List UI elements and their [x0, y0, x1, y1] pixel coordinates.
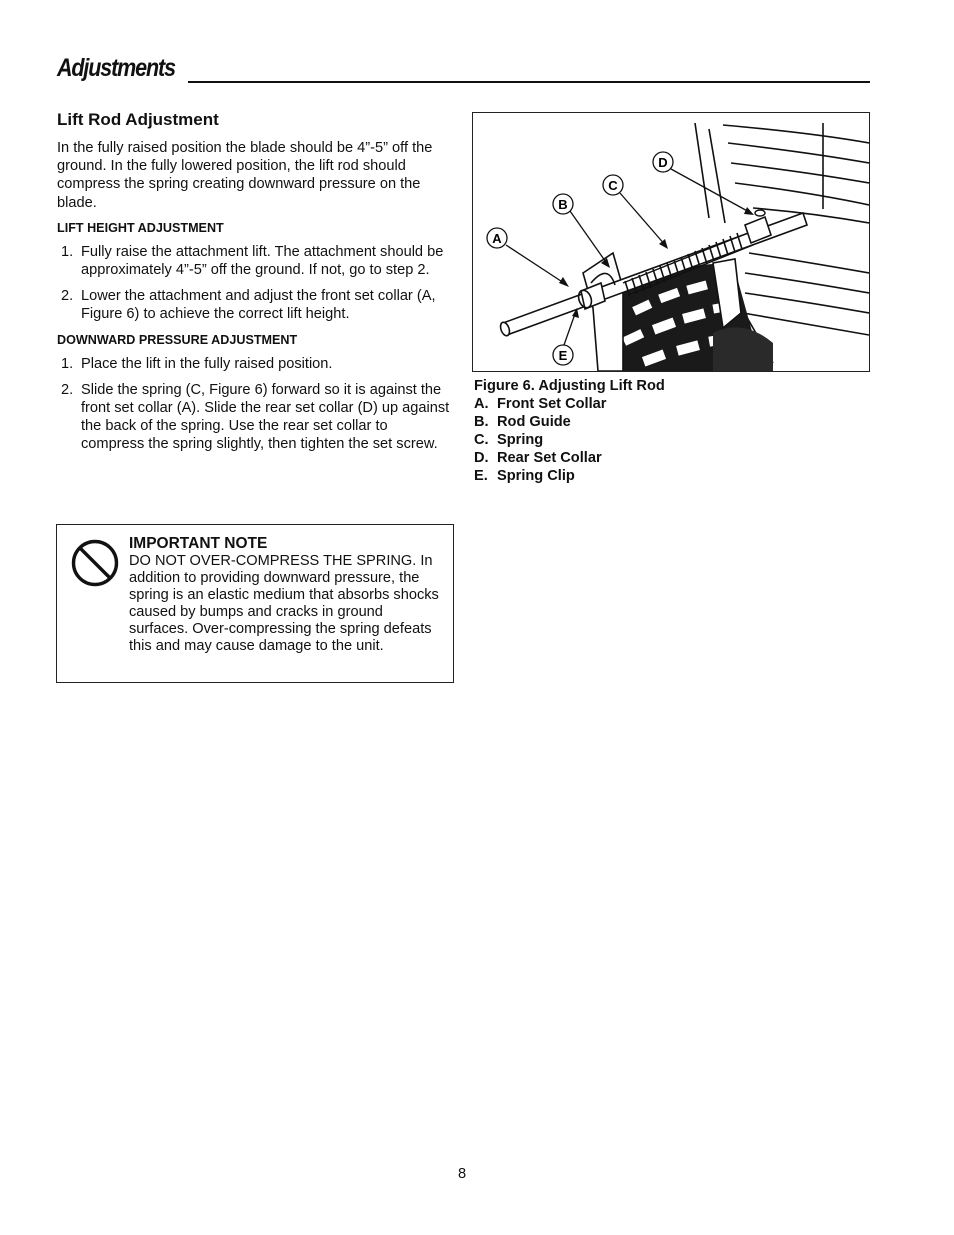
legend-letter: B.: [474, 414, 489, 430]
svg-text:A: A: [492, 231, 502, 246]
lift-rod-section: [57, 110, 454, 462]
legend-label: Front Set Collar: [497, 396, 607, 412]
prohibition-icon: [71, 539, 119, 587]
section-title: Lift Rod Adjustment: [57, 110, 219, 129]
legend-label: Spring: [497, 432, 544, 448]
step-number: 1.: [61, 243, 74, 260]
legend-item: [474, 431, 665, 449]
legend-letter: D.: [474, 450, 489, 466]
legend-letter: E.: [474, 468, 488, 484]
legend-label: Spring Clip: [497, 468, 575, 484]
callout-b: [553, 194, 573, 214]
svg-text:C: C: [608, 178, 618, 193]
legend-item: [474, 449, 665, 467]
list-item: [57, 243, 454, 279]
downward-pressure-steps: [57, 355, 454, 454]
legend-item: [474, 395, 665, 413]
figure-caption: [474, 377, 665, 485]
lift-rod-figure: [472, 112, 870, 372]
legend-item: [474, 413, 665, 431]
legend-letter: C.: [474, 432, 489, 448]
step-number: 2.: [61, 288, 74, 305]
caption-title: Figure 6. Adjusting Lift Rod: [474, 378, 665, 394]
legend-item: [474, 467, 665, 485]
section-intro: In the fully raised position the blade should be 4”-5” off the ground. In the fully lowered position, the lift rod should compress the spring creating downward pressure on the blade.: [57, 140, 433, 211]
lift-height-steps: [57, 243, 454, 324]
note-body: DO NOT OVER-COMPRESS THE SPRING. In addition to providing downward pressure, the spring is an elastic medium that absorbs shocks caused by bumps and cracks in ground surfaces. Over-compressing the spring defeats this and may cause damage to the unit.: [129, 553, 439, 655]
important-note-box: [56, 524, 454, 683]
step-number: 1.: [61, 355, 74, 372]
step-number: 2.: [61, 381, 74, 398]
downward-pressure-heading: DOWNWARD PRESSURE ADJUSTMENT: [57, 332, 298, 347]
header-rule: [188, 81, 870, 83]
list-item: [57, 355, 454, 373]
callout-e: [553, 345, 573, 365]
lift-height-heading: LIFT HEIGHT ADJUSTMENT: [57, 220, 224, 235]
step-text: Lower the attachment and adjust the front set collar (A, Figure 6) to achieve the correct lift height.: [81, 288, 436, 323]
list-item: [57, 381, 454, 454]
page-number: 8: [458, 1166, 467, 1182]
callout-d: [653, 152, 673, 172]
legend-label: Rear Set Collar: [497, 450, 602, 466]
svg-text:D: D: [658, 155, 668, 170]
svg-text:E: E: [558, 348, 568, 363]
step-text: Slide the spring (C, Figure 6) forward so it is against the front set collar (A). Slide the rear set collar (D) up against the back of the spring. Use the rear set collar to compress the spring slightly, then tighten the set screw.: [81, 381, 450, 453]
page-header-title: Adjustments: [57, 54, 175, 82]
lift-rod-illustration: [473, 113, 869, 371]
callout-a: [487, 228, 507, 248]
step-text: Fully raise the attachment lift. The attachment should be approximately 4”-5” off the ground. If not, go to step 2.: [81, 243, 444, 279]
legend-letter: A.: [474, 396, 489, 412]
callout-c: [603, 175, 623, 195]
svg-text:B: B: [558, 197, 568, 212]
list-item: [57, 287, 454, 323]
legend-label: Rod Guide: [497, 414, 571, 430]
step-text: Place the lift in the fully raised position.: [81, 355, 333, 372]
note-title: IMPORTANT NOTE: [129, 535, 268, 552]
